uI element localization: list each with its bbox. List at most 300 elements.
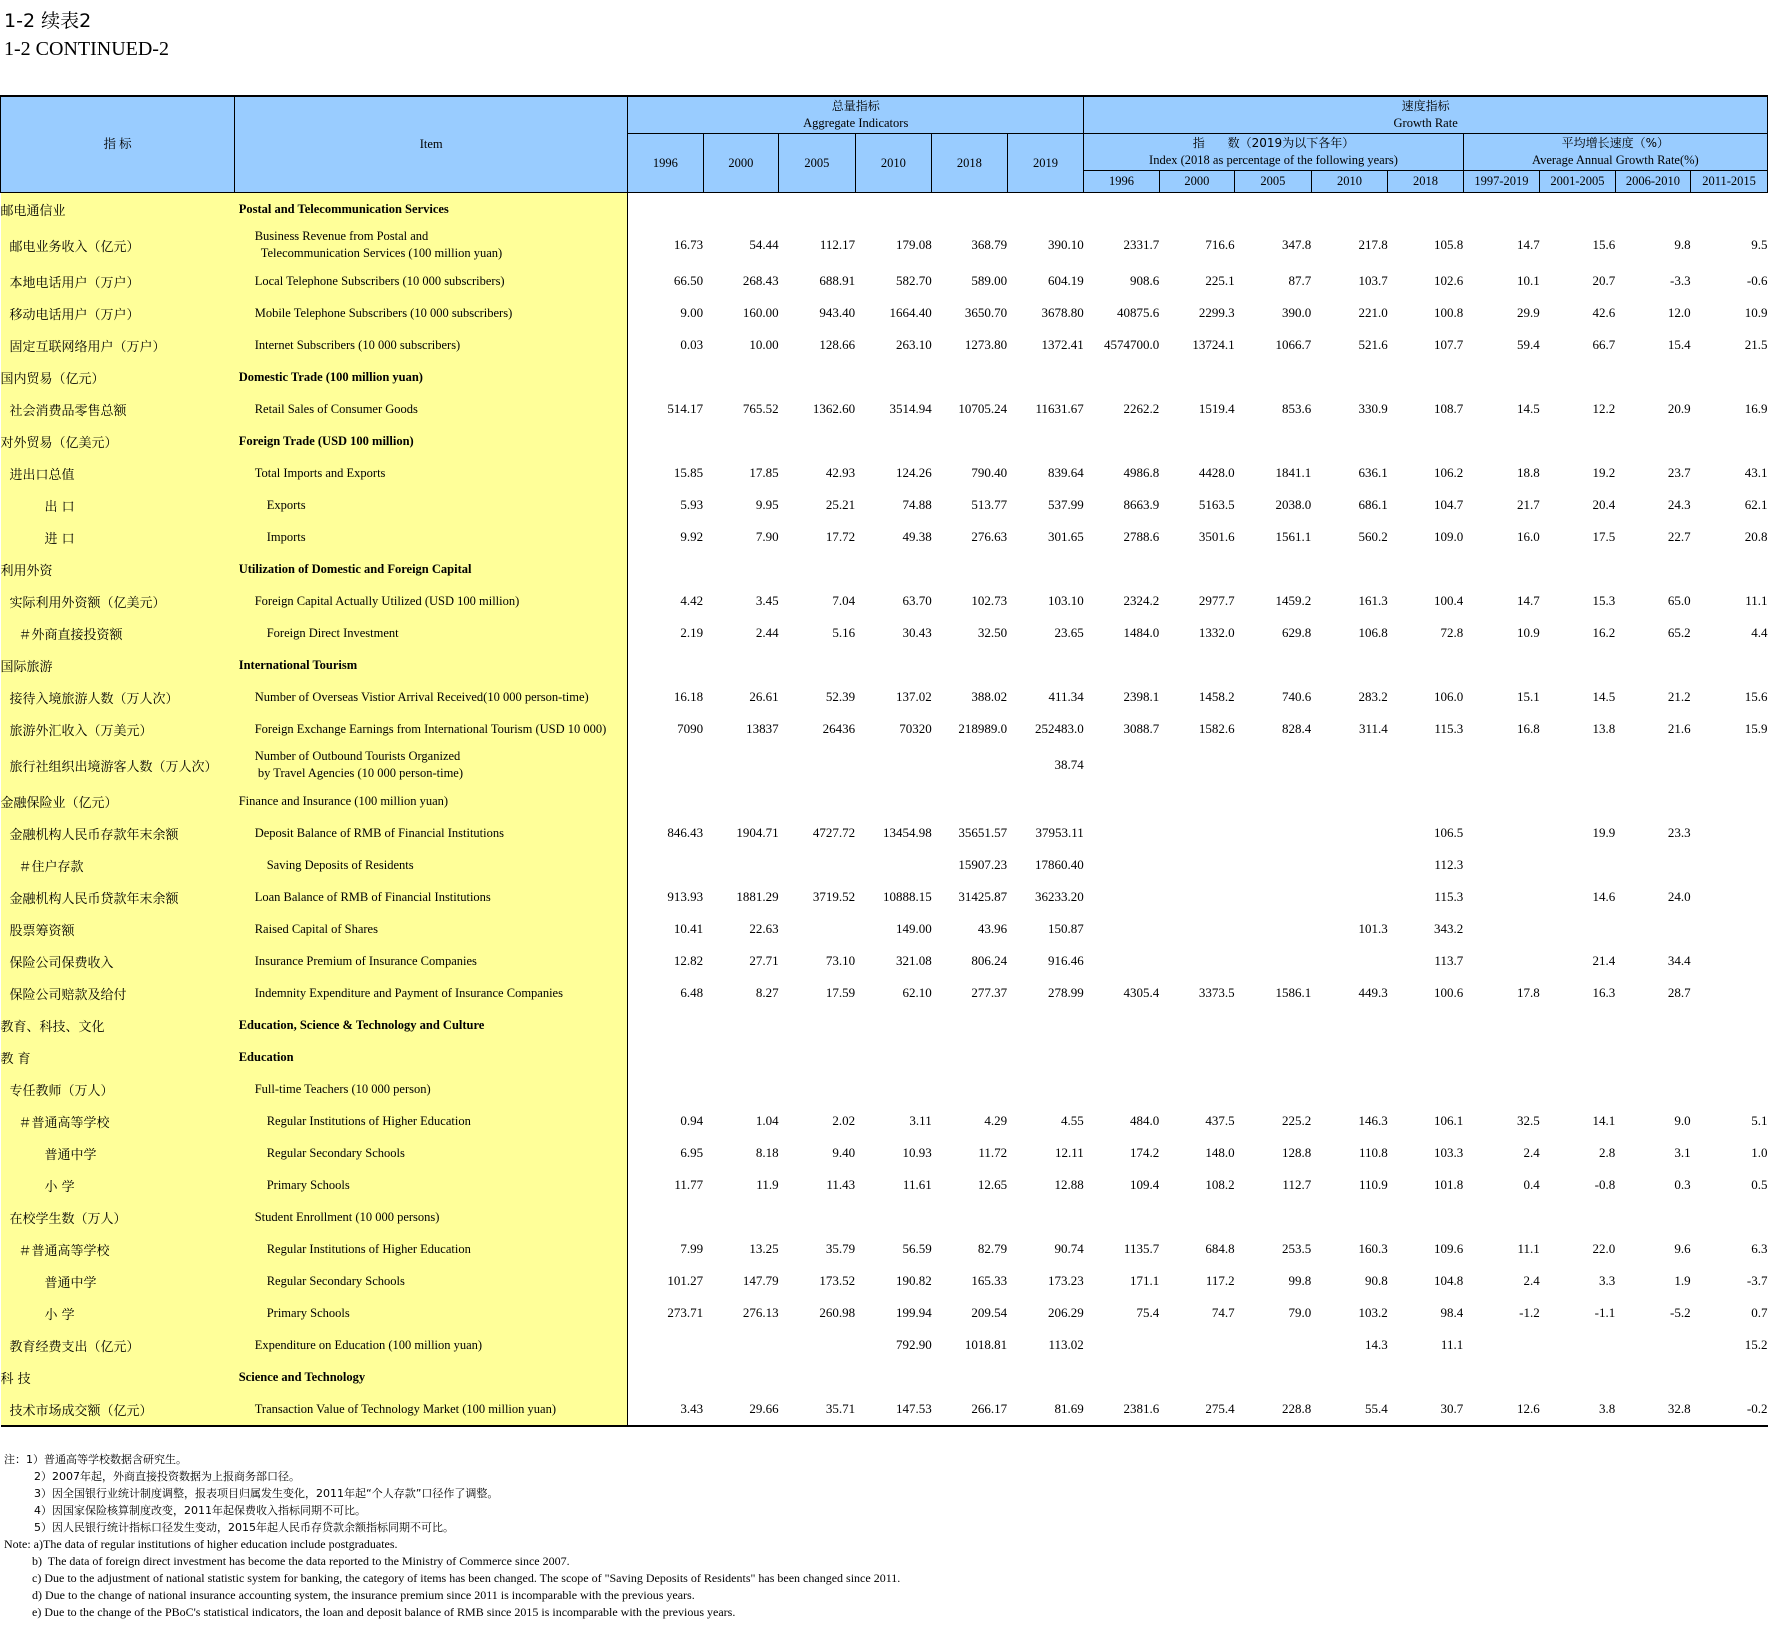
table-cell: 0.7 — [1751, 1305, 1768, 1320]
header-agg-year: 2010 — [855, 134, 932, 193]
table-cell — [1463, 785, 1540, 817]
table-row — [1, 193, 1768, 226]
table-cell — [855, 425, 932, 457]
table-cell: 4305.4 — [1123, 985, 1160, 1000]
row-label-cn: 金融机构人民币存款年末余额 — [1, 817, 235, 849]
row-label-cn: 科 技 — [1, 1361, 235, 1393]
table-cell: 65.2 — [1667, 625, 1691, 640]
table-cell — [1084, 913, 1159, 945]
table-row — [1, 785, 1768, 817]
table-cell — [1540, 1009, 1615, 1041]
table-cell: 150.87 — [1048, 921, 1084, 936]
table-cell: 0.94 — [680, 1113, 704, 1128]
table-cell: 1458.2 — [1198, 689, 1235, 704]
row-label-en — [235, 1009, 628, 1041]
table-row — [1, 713, 1768, 745]
table-cell — [1463, 193, 1540, 226]
row-label-cn: 出 口 — [1, 489, 235, 521]
table-cell: 110.9 — [1358, 1177, 1388, 1192]
table-cell: 147.79 — [742, 1273, 779, 1288]
table-cell — [1540, 1073, 1615, 1105]
table-cell: 209.54 — [971, 1305, 1008, 1320]
table-cell: 10.1 — [1517, 273, 1540, 288]
table-cell: 390.0 — [1281, 305, 1312, 320]
table-title-cn: 1-2 续表2 — [4, 10, 92, 32]
table-row — [1, 329, 1768, 361]
header-index-en: Index (2018 as percentage of the following years) — [1149, 153, 1398, 167]
row-label-en-line: Science and Technology — [238, 1369, 366, 1384]
table-cell: 36233.20 — [1035, 889, 1084, 904]
row-label-cn: 普通中学 — [1, 1265, 235, 1297]
table-cell — [1311, 849, 1388, 881]
table-cell: 16.9 — [1744, 401, 1768, 416]
header-index-year: 1996 — [1084, 171, 1159, 193]
table-cell: 115.3 — [1434, 889, 1464, 904]
table-cell: 1484.0 — [1123, 625, 1160, 640]
table-cell: 22.7 — [1667, 529, 1691, 544]
table-cell: 521.6 — [1358, 337, 1388, 352]
table-cell: 15907.23 — [958, 857, 1008, 872]
row-label-cn: 邮电业务收入（亿元） — [1, 225, 235, 265]
table-cell — [1159, 913, 1234, 945]
table-cell: 1372.41 — [1041, 337, 1084, 352]
table-cell: 148.0 — [1205, 1145, 1235, 1160]
table-cell: 7.90 — [755, 529, 779, 544]
table-cell — [1159, 785, 1234, 817]
table-cell: 22.63 — [749, 921, 779, 936]
table-cell: 828.4 — [1281, 721, 1312, 736]
row-label-cn: 旅游外汇收入（万美元） — [1, 713, 235, 745]
table-cell: 206.29 — [1048, 1305, 1084, 1320]
table-cell — [779, 193, 856, 226]
table-cell: 11.72 — [978, 1145, 1008, 1160]
table-cell: 23.7 — [1667, 465, 1691, 480]
table-cell — [1235, 745, 1312, 785]
table-cell — [1159, 425, 1234, 457]
table-cell: 2398.1 — [1123, 689, 1160, 704]
header-index-year: 2018 — [1388, 171, 1463, 193]
table-cell: 90.74 — [1054, 1241, 1084, 1256]
table-cell: 4574700.0 — [1103, 337, 1160, 352]
table-cell — [1388, 193, 1463, 226]
table-cell: 301.65 — [1048, 529, 1084, 544]
table-cell: 15.4 — [1667, 337, 1691, 352]
table-cell: 449.3 — [1358, 985, 1388, 1000]
table-cell — [628, 1361, 703, 1393]
row-label-en-line: Deposit Balance of RMB of Financial Institutions — [254, 825, 504, 840]
table-cell — [1084, 1329, 1159, 1361]
table-cell — [1235, 785, 1312, 817]
table-cell: 9.92 — [680, 529, 704, 544]
table-cell — [703, 361, 778, 393]
table-cell — [1311, 1073, 1388, 1105]
table-cell — [1311, 361, 1388, 393]
table-cell — [628, 1329, 703, 1361]
table-row — [1, 425, 1768, 457]
table-cell: 29.66 — [749, 1401, 779, 1416]
table-cell — [703, 1201, 778, 1233]
table-cell — [1235, 817, 1312, 849]
table-cell: 343.2 — [1433, 921, 1464, 936]
table-cell — [1615, 193, 1690, 226]
row-label-en — [235, 1041, 628, 1073]
table-cell — [932, 1361, 1007, 1393]
row-label-cn: 在校学生数（万人） — [1, 1201, 235, 1233]
table-cell — [1388, 649, 1463, 681]
table-cell: 3088.7 — [1123, 721, 1160, 736]
table-cell — [1084, 1361, 1159, 1393]
row-label-en-line: Regular Secondary Schools — [266, 1145, 405, 1160]
header-agg-year: 2018 — [932, 134, 1007, 193]
table-cell: 66.50 — [673, 273, 704, 288]
table-cell: 2.4 — [1523, 1273, 1540, 1288]
table-cell: 411.34 — [1048, 689, 1084, 704]
table-cell: 629.8 — [1281, 625, 1312, 640]
table-cell: 62.10 — [902, 985, 932, 1000]
table-cell: 10.9 — [1517, 625, 1540, 640]
table-cell: 260.98 — [819, 1305, 856, 1320]
table-cell — [1084, 817, 1159, 849]
table-cell — [779, 849, 856, 881]
table-cell: 321.08 — [895, 953, 932, 968]
table-cell: 137.02 — [895, 689, 932, 704]
table-cell: 11.1 — [1517, 1241, 1540, 1256]
table-cell: 17.8 — [1517, 985, 1540, 1000]
table-cell — [1084, 849, 1159, 881]
row-label-cn: 保险公司赔款及给付 — [1, 977, 235, 1009]
table-cell: 266.17 — [971, 1401, 1008, 1416]
table-cell — [1311, 649, 1388, 681]
table-cell: 56.59 — [902, 1241, 932, 1256]
table-cell: 20.8 — [1744, 529, 1768, 544]
row-label-en — [235, 393, 628, 425]
table-title-en: 1-2 CONTINUED-2 — [4, 38, 169, 60]
table-cell: 103.7 — [1358, 273, 1388, 288]
table-cell — [1311, 945, 1388, 977]
table-cell — [1235, 193, 1312, 226]
table-cell — [1084, 1073, 1159, 1105]
note-cn: 2）2007年起，外商直接投资数据为上报商务部口径。 — [34, 1470, 300, 1483]
table-cell — [779, 785, 856, 817]
table-cell: 5.16 — [832, 625, 856, 640]
row-label-en — [235, 745, 628, 785]
row-label-en-line: Business Revenue from Postal and — [254, 229, 429, 243]
table-cell: -0.8 — [1594, 1177, 1616, 1192]
table-cell: 113.7 — [1434, 953, 1464, 968]
table-cell: 916.46 — [1048, 953, 1084, 968]
table-cell: 1.04 — [755, 1113, 779, 1128]
row-label-en-line: International Tourism — [238, 657, 358, 672]
table-cell — [1159, 1009, 1234, 1041]
header-index-year: 2000 — [1159, 171, 1234, 193]
table-row — [1, 881, 1768, 913]
table-cell — [628, 193, 703, 226]
table-cell — [1007, 1073, 1084, 1105]
table-cell: 171.1 — [1129, 1273, 1160, 1288]
row-label-en — [235, 585, 628, 617]
table-cell: 368.79 — [971, 237, 1008, 252]
table-cell — [779, 649, 856, 681]
table-cell: 82.79 — [977, 1241, 1008, 1256]
table-cell: 7.99 — [680, 1241, 704, 1256]
table-cell — [932, 361, 1007, 393]
table-cell: 63.70 — [902, 593, 932, 608]
row-label-cn: 移动电话用户（万户） — [1, 297, 235, 329]
header-growth-en: Growth Rate — [1393, 116, 1458, 130]
table-cell: 13724.1 — [1192, 337, 1235, 352]
table-cell: 66.7 — [1592, 337, 1616, 352]
table-cell — [1388, 425, 1463, 457]
header-growth — [1084, 96, 1768, 134]
table-cell: 74.88 — [902, 497, 932, 512]
table-cell — [779, 913, 856, 945]
table-cell — [1540, 785, 1615, 817]
table-cell: 1561.1 — [1275, 529, 1312, 544]
table-row — [1, 1329, 1768, 1361]
table-cell: 35651.57 — [958, 825, 1008, 840]
table-cell: 20.7 — [1592, 273, 1616, 288]
table-cell: 908.6 — [1129, 273, 1160, 288]
table-cell: 11.43 — [826, 1177, 856, 1192]
table-cell: 2.19 — [680, 625, 704, 640]
row-label-en-line: Foreign Trade (USD 100 million) — [238, 433, 414, 448]
table-cell — [1691, 649, 1768, 681]
row-label-en-line: Regular Institutions of Higher Education — [266, 1241, 471, 1256]
table-cell: 101.8 — [1433, 1177, 1464, 1192]
table-cell: 16.73 — [673, 237, 704, 252]
row-label-en-line: Total Imports and Exports — [254, 465, 386, 480]
table-cell: 103.3 — [1433, 1145, 1464, 1160]
table-cell: 1273.80 — [964, 337, 1008, 352]
table-cell — [1084, 425, 1159, 457]
table-cell — [932, 745, 1007, 785]
header-avg-period: 2006-2010 — [1615, 171, 1690, 193]
note-en: d) Due to the change of national insurance accounting system, the insurance premium since 2011 is incomparable with the previous years. — [32, 1588, 695, 1602]
row-label-cn: ＃普通高等学校 — [1, 1233, 235, 1265]
table-cell: 11631.67 — [1035, 401, 1084, 416]
table-cell — [1388, 745, 1463, 785]
table-cell: 1881.29 — [736, 889, 779, 904]
row-label-en — [235, 193, 628, 226]
table-cell — [779, 745, 856, 785]
table-cell — [779, 425, 856, 457]
row-label-cn: 本地电话用户（万户） — [1, 265, 235, 297]
table-cell: 52.39 — [825, 689, 856, 704]
table-cell: 27.71 — [749, 953, 779, 968]
header-avg-period: 2011-2015 — [1691, 171, 1768, 193]
table-cell: 90.8 — [1365, 1273, 1388, 1288]
row-label-en — [235, 1233, 628, 1265]
row-label-cn: 进 口 — [1, 521, 235, 553]
table-cell: 0.4 — [1523, 1177, 1540, 1192]
table-cell: 117.2 — [1205, 1273, 1235, 1288]
table-cell — [779, 1201, 856, 1233]
table-cell: 43.1 — [1744, 465, 1768, 480]
table-cell — [703, 745, 778, 785]
header-aggregate — [628, 96, 1084, 134]
table-cell: 108.2 — [1205, 1177, 1235, 1192]
table-cell: 4428.0 — [1198, 465, 1235, 480]
table-cell: 3678.80 — [1041, 305, 1084, 320]
table-cell — [1235, 1201, 1312, 1233]
table-row — [1, 817, 1768, 849]
row-label-en-line: Loan Balance of RMB of Financial Institutions — [254, 889, 491, 904]
table-cell — [628, 1009, 703, 1041]
table-cell — [779, 1329, 856, 1361]
table-cell — [1463, 945, 1540, 977]
table-cell — [1691, 1073, 1768, 1105]
table-cell — [932, 649, 1007, 681]
table-cell: 853.6 — [1281, 401, 1312, 416]
table-cell: 108.7 — [1433, 401, 1464, 416]
table-cell: 943.40 — [819, 305, 856, 320]
table-cell — [1691, 913, 1768, 945]
table-cell: 278.99 — [1048, 985, 1084, 1000]
table-cell: 5.93 — [680, 497, 704, 512]
table-cell: 100.6 — [1433, 985, 1464, 1000]
table-cell: 4.29 — [984, 1113, 1008, 1128]
row-label-en-line: Foreign Capital Actually Utilized (USD 100 million) — [254, 593, 520, 608]
table-cell: 173.23 — [1048, 1273, 1084, 1288]
row-label-cn: 教 育 — [1, 1041, 235, 1073]
row-label-en-line: Primary Schools — [266, 1305, 350, 1320]
table-cell: 99.8 — [1288, 1273, 1312, 1288]
table-cell — [1691, 1361, 1768, 1393]
table-cell — [628, 1073, 703, 1105]
table-cell: 3.43 — [680, 1401, 704, 1416]
table-cell: 2331.7 — [1123, 237, 1160, 252]
table-cell: 8.18 — [755, 1145, 779, 1160]
table-cell — [1388, 1361, 1463, 1393]
table-cell: 20.4 — [1592, 497, 1616, 512]
table-cell: 716.6 — [1205, 237, 1235, 252]
table-cell — [1084, 1201, 1159, 1233]
table-cell: 7.04 — [832, 593, 856, 608]
row-label-cn: 教育经费支出（亿元） — [1, 1329, 235, 1361]
table-cell: 75.4 — [1136, 1305, 1160, 1320]
table-cell: -1.2 — [1519, 1305, 1540, 1320]
table-cell: 10888.15 — [882, 889, 932, 904]
table-cell — [855, 849, 932, 881]
table-cell — [1691, 1201, 1768, 1233]
table-cell — [703, 193, 778, 226]
table-cell: 38.74 — [1054, 757, 1084, 772]
row-label-cn: ＃外商直接投资额 — [1, 617, 235, 649]
table-row — [1, 361, 1768, 393]
table-cell: 19.2 — [1592, 465, 1616, 480]
table-cell — [1311, 817, 1388, 849]
table-row — [1, 1137, 1768, 1169]
table-cell: 32.8 — [1667, 1401, 1691, 1416]
row-label-cn: 社会消费品零售总额 — [1, 393, 235, 425]
table-cell: 347.8 — [1281, 237, 1312, 252]
row-label-en — [235, 1297, 628, 1329]
table-cell — [1159, 1201, 1234, 1233]
table-cell — [1159, 649, 1234, 681]
row-label-en — [235, 1265, 628, 1297]
table-cell — [1235, 649, 1312, 681]
table-cell — [1615, 1073, 1690, 1105]
table-cell: 11.1 — [1745, 593, 1768, 608]
table-cell — [1540, 425, 1615, 457]
table-cell — [932, 785, 1007, 817]
table-cell: 268.43 — [742, 273, 779, 288]
table-cell: 1586.1 — [1275, 985, 1312, 1000]
row-label-en-line: Saving Deposits of Residents — [266, 857, 414, 872]
table-cell — [1615, 361, 1690, 393]
header-item-cn: 指 标 — [1, 96, 235, 193]
table-cell: 165.33 — [971, 1273, 1008, 1288]
table-row — [1, 1361, 1768, 1393]
row-label-en — [235, 617, 628, 649]
table-cell: 2.02 — [832, 1113, 856, 1128]
table-cell: 390.10 — [1048, 237, 1084, 252]
table-cell: 26.61 — [749, 689, 779, 704]
table-cell: 1582.6 — [1198, 721, 1235, 736]
row-label-en-line: Student Enrollment (10 000 persons) — [254, 1209, 440, 1224]
table-cell — [1235, 553, 1312, 585]
table-cell: 604.19 — [1048, 273, 1084, 288]
table-cell — [1311, 1361, 1388, 1393]
table-cell — [1615, 649, 1690, 681]
table-cell — [1007, 193, 1084, 226]
table-cell — [1691, 1041, 1768, 1073]
table-cell: 9.8 — [1674, 237, 1691, 252]
table-cell — [1235, 945, 1312, 977]
table-cell — [855, 1073, 932, 1105]
header-agg-year: 2000 — [703, 134, 778, 193]
row-label-en — [235, 329, 628, 361]
table-cell: -0.2 — [1746, 1401, 1768, 1416]
table-cell: 217.8 — [1358, 237, 1388, 252]
table-cell: 1135.7 — [1123, 1241, 1160, 1256]
table-cell — [855, 361, 932, 393]
table-cell: 582.70 — [895, 273, 932, 288]
row-label-en — [235, 713, 628, 745]
table-cell: 18.8 — [1517, 465, 1540, 480]
table-cell: 225.1 — [1205, 273, 1235, 288]
table-cell: 9.6 — [1674, 1241, 1691, 1256]
row-label-cn: 保险公司保费收入 — [1, 945, 235, 977]
table-cell: 228.8 — [1281, 1401, 1312, 1416]
note-en: Note: a)The data of regular institutions of higher education include postgraduates. — [4, 1537, 398, 1551]
table-cell — [1388, 785, 1463, 817]
table-cell: 13.8 — [1592, 721, 1616, 736]
row-label-cn: 接待入境旅游人数（万人次） — [1, 681, 235, 713]
row-label-cn: 金融机构人民币贷款年末余额 — [1, 881, 235, 913]
header-avg-period: 2001-2005 — [1540, 171, 1615, 193]
note-en: c) Due to the adjustment of national statistic system for banking, the category of items has been changed. The scope of "Saving Deposits of Residents" has been changed since 2011. — [32, 1571, 901, 1585]
table-cell: 14.1 — [1592, 1113, 1616, 1128]
table-cell: 11.61 — [902, 1177, 932, 1192]
table-cell: 17860.40 — [1035, 857, 1084, 872]
table-cell: 276.63 — [971, 529, 1008, 544]
table-cell: 16.8 — [1517, 721, 1540, 736]
table-cell: 253.5 — [1281, 1241, 1312, 1256]
table-cell: 7090 — [677, 721, 704, 736]
table-cell — [1311, 1201, 1388, 1233]
table-cell — [1235, 1041, 1312, 1073]
table-cell — [1540, 1361, 1615, 1393]
table-cell: 26436 — [822, 721, 856, 736]
table-cell: 15.2 — [1744, 1337, 1768, 1352]
table-cell — [1159, 1073, 1234, 1105]
table-cell — [779, 1361, 856, 1393]
table-cell: 4.4 — [1751, 625, 1768, 640]
table-cell: 3.3 — [1598, 1273, 1616, 1288]
table-cell: 12.65 — [977, 1177, 1008, 1192]
table-cell: 23.3 — [1667, 825, 1691, 840]
